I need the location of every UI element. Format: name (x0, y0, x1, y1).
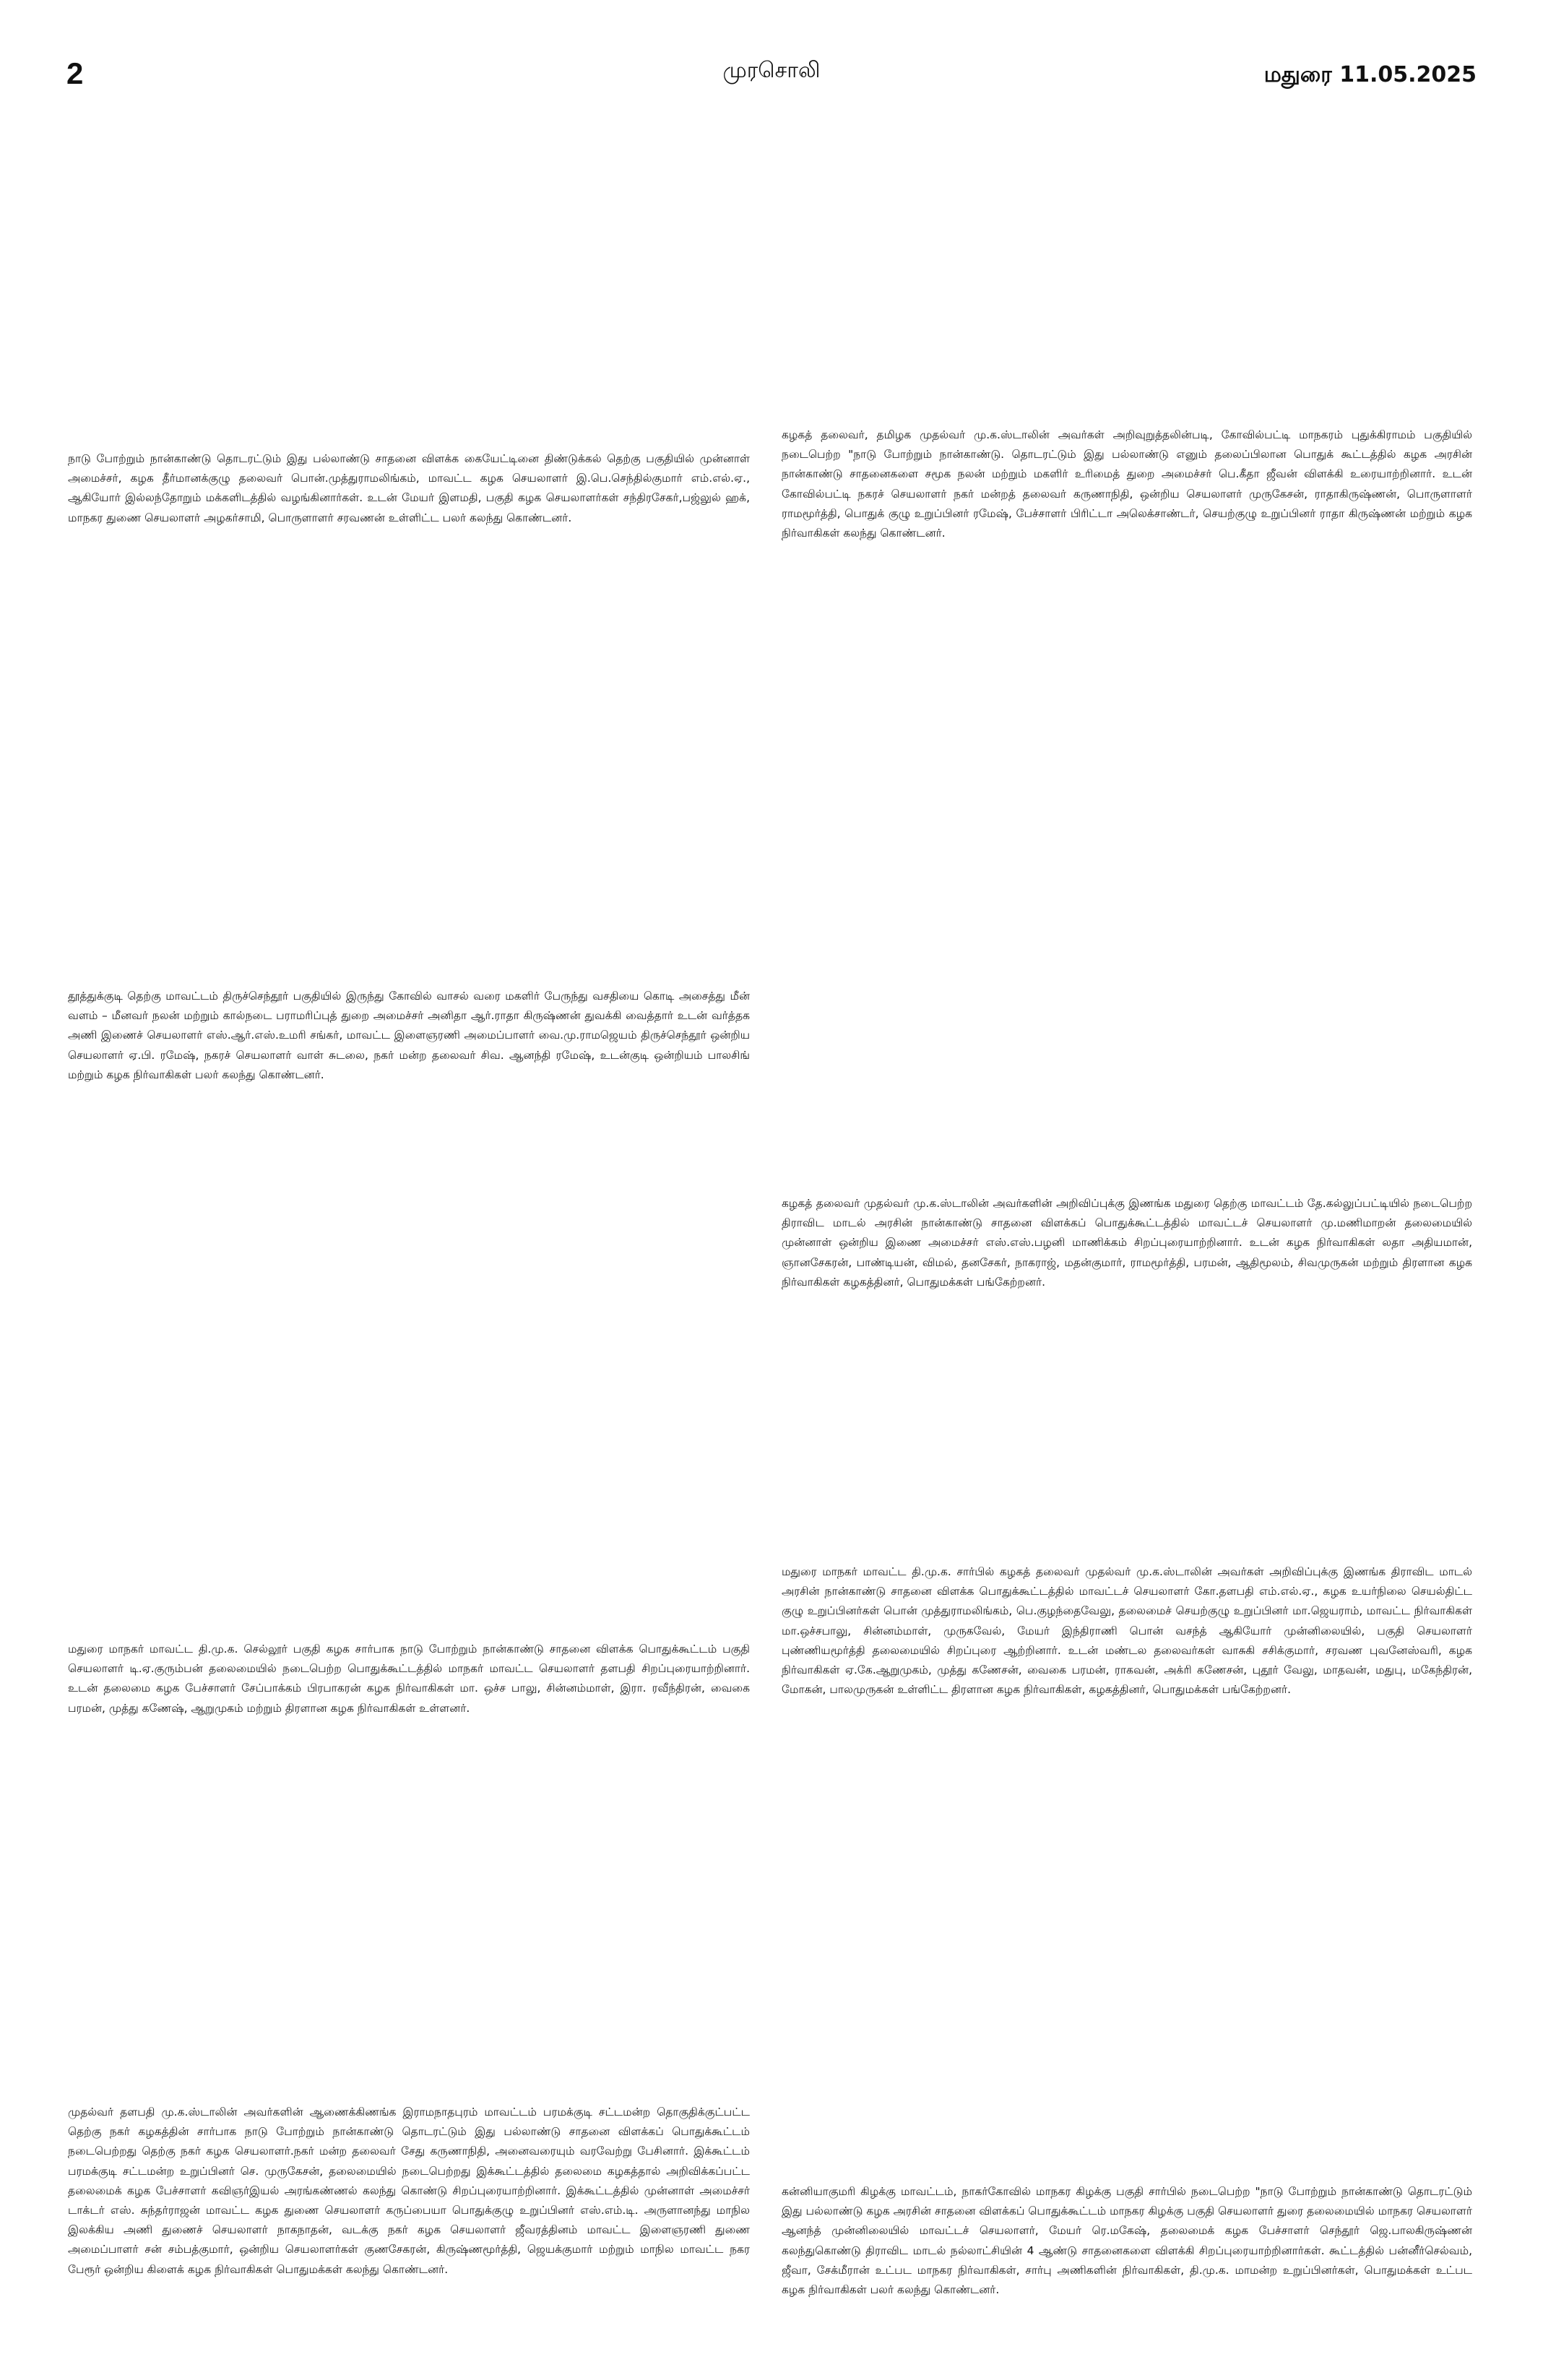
caption-kovilpatti: கழகத் தலைவர், தமிழக முதல்வர் மு.க.ஸ்டாலின் அவர்கள் அறிவுறுத்தலின்படி, கோவில்பட்டி மாநகரம் புதுக்கிராமம் பகுதியில் நடைபெற்ற "நாடு போற்றும் நான்காண்டு. தொடரட்டும் இது பல்லாண்டு எனும் தலைப்பிலான பொதுக் கூட்டத்தில் கழக அரசின் நான்காண்டு சாதனைகளை சமூக நலன் மற்றும் மகளிர் உரிமைத் துறை அமைச்சர் பெ.கீதா ஜீவன் விளக்கி உரையாற்றினார். உடன் கோவில்பட்டி நகரச் செயலாளர் நகர் மன்றத் தலைவர் கருணாநிதி, ஒன்றிய செயலாளர் முருகேசன், ராதாகிருஷ்ணன், பொருளாளர் ராமமூர்த்தி, பொதுக் குழு உறுப்பினர் ரமேஷ், பேச்சாளர் பிரிட்டா அலெக்சாண்டர், செயற்குழு உறுப்பினர் ராதா கிருஷ்ணன் மற்றும் கழக நிர்வாகிகள் கலந்து கொண்டனர். (782, 428, 1472, 540)
caption-nagercoil: கன்னியாகுமரி கிழக்கு மாவட்டம், நாகர்கோவில் மாநகர கிழக்கு பகுதி சார்பில் நடைபெற்ற "நாடு போற்றும் நான்காண்டு தொடரட்டும் இது பல்லாண்டு கழக அரசின் சாதனை விளக்கப் பொதுக்கூட்டம் மாநகர கிழக்கு பகுதி செயலாளர் துரை தலைமையில் மாநகர செயலாளர் ஆனந்த் முன்னிலையில் மாவட்டச் செயலாளர், மேயர் ரெ.மகேஷ், தலைமைக் கழக பேச்சாளர் செந்தூர் ஜெ.பாலகிருஷ்ணன் கலந்துகொண்டு திராவிட மாடல் நல்லாட்சியின் 4 ஆண்டு சாதனைகளை விளக்கி சிறப்புரையாற்றினார்கள். கூட்டத்தில் பன்னீர்செல்வம், ஜீவா, சேக்மீரான் உட்பட மாநகர நிர்வாகிகள், சார்பு அணிகளின் நிர்வாகிகள், தி.மு.க. மாமன்ற உறுப்பினர்கள், பொதுமக்கள் உட்பட கழக நிர்வாகிகள் பலர் கலந்து கொண்டனர். (782, 2185, 1472, 2297)
caption-paramakudi: முதல்வர் தளபதி மு.க.ஸ்டாலின் அவர்களின் ஆணைக்கிணங்க இராமநாதபுரம் மாவட்டம் பரமக்குடி சட்டமன்ற தொகுதிக்குட்பட்ட தெற்கு நகர் கழகத்தின் சார்பாக நாடு போற்றும் நான்காண்டு தொடரட்டும் இது பல்லாண்டு சாதனை விளக்கப் பொதுக்கூட்டம் நடைபெற்றது தெற்கு நகர் கழக செயலாளர்.நகர் மன்ற தலைவர் சேது கருணாநிதி, அனைவரையும் வரவேற்று பேசினார். இக்கூட்டம் பரமக்குடி சட்டமன்ற உறுப்பினர் செ. முருகேசன், தலைமையில் நடைபெற்றது இக்கூட்டத்தில் தலைமை கழகத்தால் அறிவிக்கப்பட்ட தலைமைக் கழக பேச்சாளர் கவிஞர்இயல் அரங்கண்ணல் கலந்து கொண்டு சிறப்புரையாற்றினார். இக்கூட்டத்தில் முன்னாள் அமைச்சர் டாக்டர் எஸ். சுந்தர்ராஜன் மாவட்ட கழக துணை செயலாளர் கருப்பையா பொதுக்குழு உறுப்பினர் எஸ்.எம்.டி. அருளானந்து மாநில இலக்கிய அணி துணைச் செயலாளர் நாகநாதன், வடக்கு நகர் கழக செயலாளர் ஜீவரத்தினம் மாவட்ட இளைஞரணி துணை அமைப்பாளர் சன் சம்பத்குமார், ஒன்றிய செயலாளர்கள் குணசேகரன், கிருஷ்ணமூர்த்தி, ஜெயக்குமார் மற்றும் மாநில மாவட்ட நகர பேரூர் ஒன்றிய கிளைக் கழக நிர்வாகிகள் பொதுமக்கள் கலந்து கொண்டனர். (68, 2106, 750, 2276)
caption-dindigul: நாடு போற்றும் நான்காண்டு தொடரட்டும் இது பல்லாண்டு சாதனை விளக்க கையேட்டினை திண்டுக்கல் தெற்கு பகுதியில் முன்னாள் அமைச்சர், கழக தீர்மானக்குழு தலைவர் பொன்.முத்துராமலிங்கம், மாவட்ட கழக செயலாளர் இ.பெ.செந்தில்குமார் எம்.எல்.ஏ., ஆகியோர் இல்லந்தோறும் மக்களிடத்தில் வழங்கினார்கள். உடன் மேயர் இளமதி, பகுதி கழக செயலாளர்கள் சந்திரசேகர்,பஜ்லுல் ஹக், மாநகர துணை செயலாளர் அழகர்சாமி, பொருளாளர் சரவணன் உள்ளிட்ட பலர் கலந்து கொண்டனர். (68, 452, 751, 524)
page-number: 2 (66, 56, 84, 90)
caption-sellur: மதுரை மாநகர் மாவட்ட தி.மு.க. செல்லூர் பகுதி கழக சார்பாக நாடு போற்றும் நான்காண்டு சாதனை விளக்க பொதுக்கூட்டம் பகுதி செயலாளர் டி.ஏ.குரும்பன் தலைமையில் நடைபெற்ற பொதுக்கூட்டத்தில் மாநகர் மாவட்ட செயலாளர் தளபதி சிறப்புரையாற்றினார். உடன் தலைமை கழக பேச்சாளர் சேப்பாக்கம் பிரபாகரன் கழக நிர்வாகிகள் மா. ஒச்ச பாலு, சின்னம்மாள், இரா. ரவீந்திரன், வைகை பரமன், முத்து கணேஷ், ஆறுமுகம் மற்றும் திரளான கழக நிர்வாகிகள் உள்ளனர். (68, 1643, 750, 1715)
caption-madurai-city: மதுரை மாநகர் மாவட்ட தி.மு.க. சார்பில் கழகத் தலைவர் முதல்வர் மு.க.ஸ்டாலின் அவர்கள் அறிவிப்புக்கு இணங்க திராவிட மாடல் அரசின் நான்காண்டு சாதனை விளக்க பொதுக்கூட்டத்தில் மாவட்டச் செயலாளர் கோ.தளபதி எம்.எல்.ஏ., கழக உயர்நிலை செயல்திட்ட குழு உறுப்பினர்கள் பொன் முத்துராமலிங்கம், பெ.குழந்தைவேலு, தலைமைச் செயற்குழு உறுப்பினர் மா.ஜெயராம், மாவட்ட நிர்வாகிகள் மா.ஒச்சபாலு, சின்னம்மாள், முருகவேல், மேயர் இந்திராணி பொன் வசந்த் ஆகியோர் முன்னிலையில், பகுதி செயலாளர் புண்ணியமூர்த்தி தலைமையில் சிறப்புரை ஆற்றினார். உடன் மண்டல தலைவர்கள் வாசுகி சசிக்குமார், சரவண புவனேஸ்வரி, கழக நிர்வாகிகள் ஏ.கே.ஆறுமுகம், முத்து கணேசன், வைகை பரமன், ராகவன், அக்ரி கணேசன், புதூர் வேலு, மாதவன், மதுபு, மகேந்திரன், மோகன், பாலமுருகன் உள்ளிட்ட திரளான கழக நிர்வாகிகள், கழகத்தினர், பொதுமக்கள் பங்கேற்றனர். (782, 1565, 1472, 1697)
edition-date: மதுரை 11.05.2025 (1263, 62, 1477, 87)
caption-thoothukudi: தூத்துக்குடி தெற்கு மாவட்டம் திருச்செந்தூர் பகுதியில் இருந்து கோவில் வாசல் வரை மகளிர் பேருந்து வசதியை கொடி அசைத்து மீன் வளம் – மீனவர் நலன் மற்றும் கால்நடை பராமரிப்புத் துறை அமைச்சர் அனிதா ஆர்.ராதா கிருஷ்ணன் துவக்கி வைத்தார் உடன் வர்த்தக அணி இணைச் செயலாளர் எஸ்.ஆர்.எஸ்.உமரி சங்கர், மாவட்ட இளைஞரணி அமைப்பாளர் வை.மு.ராமஜெயம் திருச்செந்தூர் ஒன்றிய செயலாளர் ஏ.பி. ரமேஷ், நகரச் செயலாளர் வாள் சுடலை, நகர் மன்ற தலைவர் சிவ. ஆனந்தி ரமேஷ், உடன்குடி ஒன்றியம் பாலசிங் மற்றும் கழக நிர்வாகிகள் பலர் கலந்து கொண்டனர். (68, 990, 750, 1081)
newspaper-name: முரசொலி (722, 58, 821, 83)
caption-kallupatti: கழகத் தலைவர் முதல்வர் மு.க.ஸ்டாலின் அவர்களின் அறிவிப்புக்கு இணங்க மதுரை தெற்கு மாவட்டம் தே.கல்லுப்பட்டியில் நடைபெற்ற திராவிட மாடல் அரசின் நான்காண்டு சாதனை விளக்கப் பொதுக்கூட்டத்தில் மாவட்டச் செயலாளர் மு.மணிமாறன் தலைமையில் முன்னாள் ஒன்றிய இணை அமைச்சர் எஸ்.எஸ்.பழனி மாணிக்கம் சிறப்புரையாற்றினார். உடன் கழக நிர்வாகிகள் லதா அதியமான், ஞானசேகரன், பாண்டியன், விமல், தனசேகர், நாகராஜ், மதன்குமார், ராமமூர்த்தி, பரமன், ஆதிமூலம், சிவமுருகன் மற்றும் திரளான கழக நிர்வாகிகள் கழகத்தினர், பொதுமக்கள் பங்கேற்றனர். (782, 1197, 1472, 1289)
